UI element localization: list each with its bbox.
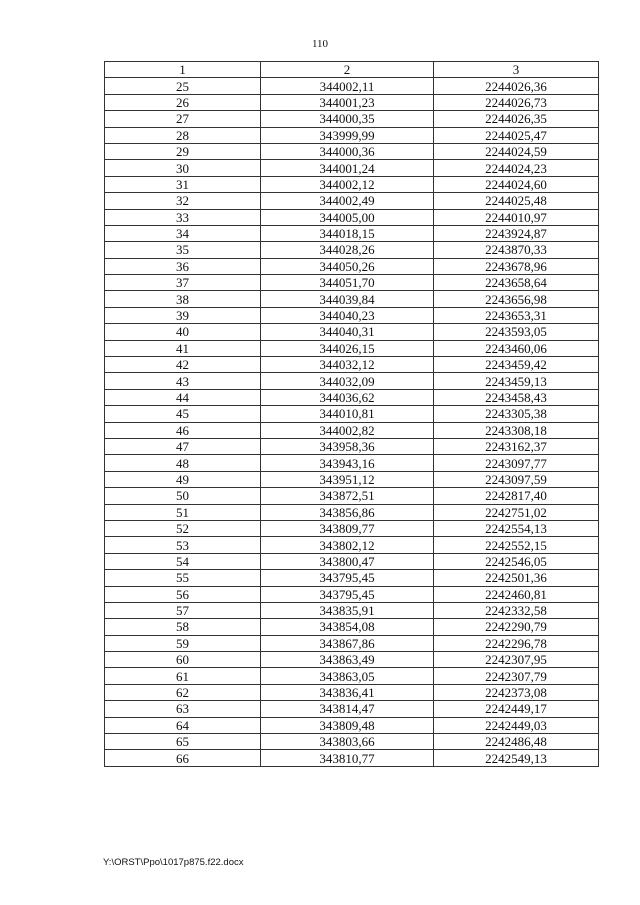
point-number-cell: 40: [105, 324, 261, 340]
table-row: [105, 275, 599, 291]
point-number-cell: 38: [105, 291, 261, 307]
x-coordinate-cell: 344005,00: [261, 209, 434, 225]
point-number-cell: 33: [105, 209, 261, 225]
y-coordinate-cell: 2242449,03: [434, 717, 599, 733]
point-number-cell: 25: [105, 78, 261, 94]
y-coordinate-cell: 2243678,96: [434, 258, 599, 274]
y-coordinate-cell: 2244024,59: [434, 143, 599, 159]
y-coordinate-cell: 2244024,60: [434, 176, 599, 192]
y-coordinate-cell: 2243308,18: [434, 422, 599, 438]
point-number-cell: 30: [105, 160, 261, 176]
table-row: [105, 406, 599, 422]
x-coordinate-cell: 343814,47: [261, 701, 434, 717]
x-coordinate-cell: 344051,70: [261, 275, 434, 291]
table-row: [105, 127, 599, 143]
x-coordinate-cell: 344000,36: [261, 143, 434, 159]
y-coordinate-cell: 2242751,02: [434, 504, 599, 520]
x-coordinate-cell: 344028,26: [261, 242, 434, 258]
y-coordinate-cell: 2242552,15: [434, 537, 599, 553]
x-coordinate-cell: 343810,77: [261, 750, 434, 766]
y-coordinate-cell: 2243653,31: [434, 307, 599, 323]
point-number-cell: 44: [105, 389, 261, 405]
x-coordinate-cell: 344040,23: [261, 307, 434, 323]
coordinates-table-container: [104, 61, 598, 767]
x-coordinate-cell: 344001,23: [261, 94, 434, 110]
point-number-cell: 61: [105, 668, 261, 684]
y-coordinate-cell: 2242296,78: [434, 635, 599, 651]
x-coordinate-cell: 343854,08: [261, 619, 434, 635]
x-coordinate-cell: 344000,35: [261, 111, 434, 127]
table-row: [105, 635, 599, 651]
table-row: [105, 176, 599, 192]
table-row: [105, 225, 599, 241]
point-number-cell: 65: [105, 734, 261, 750]
table-row: [105, 570, 599, 586]
table-row: [105, 701, 599, 717]
y-coordinate-cell: 2242549,13: [434, 750, 599, 766]
point-number-cell: 29: [105, 143, 261, 159]
table-row: [105, 160, 599, 176]
x-coordinate-cell: 344010,81: [261, 406, 434, 422]
table-row: [105, 619, 599, 635]
table-header-cell: 2: [261, 62, 434, 78]
y-coordinate-cell: 2243459,42: [434, 357, 599, 373]
point-number-cell: 42: [105, 357, 261, 373]
y-coordinate-cell: 2244024,23: [434, 160, 599, 176]
point-number-cell: 26: [105, 94, 261, 110]
x-coordinate-cell: 343809,77: [261, 520, 434, 536]
table-row: [105, 734, 599, 750]
point-number-cell: 41: [105, 340, 261, 356]
x-coordinate-cell: 343800,47: [261, 553, 434, 569]
y-coordinate-cell: 2244026,35: [434, 111, 599, 127]
point-number-cell: 34: [105, 225, 261, 241]
table-row: [105, 652, 599, 668]
x-coordinate-cell: 343958,36: [261, 438, 434, 454]
x-coordinate-cell: 343867,86: [261, 635, 434, 651]
x-coordinate-cell: 344001,24: [261, 160, 434, 176]
y-coordinate-cell: 2243458,43: [434, 389, 599, 405]
point-number-cell: 27: [105, 111, 261, 127]
point-number-cell: 56: [105, 586, 261, 602]
table-row: [105, 389, 599, 405]
table-row: [105, 307, 599, 323]
table-row: [105, 242, 599, 258]
table-row: [105, 111, 599, 127]
table-row: [105, 209, 599, 225]
y-coordinate-cell: 2242554,13: [434, 520, 599, 536]
point-number-cell: 66: [105, 750, 261, 766]
y-coordinate-cell: 2242817,40: [434, 488, 599, 504]
y-coordinate-cell: 2242546,05: [434, 553, 599, 569]
table-header-cell: 3: [434, 62, 599, 78]
point-number-cell: 55: [105, 570, 261, 586]
table-row: [105, 471, 599, 487]
table-row: [105, 684, 599, 700]
table-row: [105, 193, 599, 209]
point-number-cell: 51: [105, 504, 261, 520]
table-row: [105, 324, 599, 340]
point-number-cell: 57: [105, 602, 261, 618]
x-coordinate-cell: 344002,12: [261, 176, 434, 192]
table-row: [105, 488, 599, 504]
point-number-cell: 59: [105, 635, 261, 651]
point-number-cell: 60: [105, 652, 261, 668]
x-coordinate-cell: 344040,31: [261, 324, 434, 340]
table-row: [105, 717, 599, 733]
point-number-cell: 62: [105, 684, 261, 700]
y-coordinate-cell: 2244026,73: [434, 94, 599, 110]
y-coordinate-cell: 2243097,77: [434, 455, 599, 471]
x-coordinate-cell: 343863,49: [261, 652, 434, 668]
coordinates-table-body: [105, 62, 599, 767]
table-row: [105, 422, 599, 438]
point-number-cell: 53: [105, 537, 261, 553]
x-coordinate-cell: 343795,45: [261, 586, 434, 602]
x-coordinate-cell: 343951,12: [261, 471, 434, 487]
x-coordinate-cell: 343795,45: [261, 570, 434, 586]
point-number-cell: 50: [105, 488, 261, 504]
point-number-cell: 35: [105, 242, 261, 258]
y-coordinate-cell: 2243658,64: [434, 275, 599, 291]
x-coordinate-cell: 343863,05: [261, 668, 434, 684]
table-row: [105, 504, 599, 520]
x-coordinate-cell: 344032,12: [261, 357, 434, 373]
table-row: [105, 373, 599, 389]
table-row: [105, 750, 599, 766]
y-coordinate-cell: 2243305,38: [434, 406, 599, 422]
point-number-cell: 48: [105, 455, 261, 471]
x-coordinate-cell: 343802,12: [261, 537, 434, 553]
y-coordinate-cell: 2242449,17: [434, 701, 599, 717]
y-coordinate-cell: 2242290,79: [434, 619, 599, 635]
table-row: [105, 438, 599, 454]
y-coordinate-cell: 2243460,06: [434, 340, 599, 356]
y-coordinate-cell: 2243924,87: [434, 225, 599, 241]
table-row: [105, 586, 599, 602]
x-coordinate-cell: 344002,82: [261, 422, 434, 438]
x-coordinate-cell: 343999,99: [261, 127, 434, 143]
table-row: [105, 553, 599, 569]
table-row: [105, 143, 599, 159]
x-coordinate-cell: 343872,51: [261, 488, 434, 504]
y-coordinate-cell: 2244025,48: [434, 193, 599, 209]
y-coordinate-cell: 2243870,33: [434, 242, 599, 258]
y-coordinate-cell: 2244025,47: [434, 127, 599, 143]
point-number-cell: 32: [105, 193, 261, 209]
y-coordinate-cell: 2242332,58: [434, 602, 599, 618]
point-number-cell: 54: [105, 553, 261, 569]
y-coordinate-cell: 2243162,37: [434, 438, 599, 454]
y-coordinate-cell: 2242307,79: [434, 668, 599, 684]
table-row: [105, 291, 599, 307]
table-row: [105, 78, 599, 94]
point-number-cell: 43: [105, 373, 261, 389]
coordinates-table: [104, 61, 599, 767]
y-coordinate-cell: 2243097,59: [434, 471, 599, 487]
y-coordinate-cell: 2243593,05: [434, 324, 599, 340]
table-row: [105, 520, 599, 536]
table-row: [105, 602, 599, 618]
point-number-cell: 36: [105, 258, 261, 274]
x-coordinate-cell: 344026,15: [261, 340, 434, 356]
y-coordinate-cell: 2243459,13: [434, 373, 599, 389]
table-header-cell: 1: [105, 62, 261, 78]
y-coordinate-cell: 2244026,36: [434, 78, 599, 94]
x-coordinate-cell: 343809,48: [261, 717, 434, 733]
point-number-cell: 63: [105, 701, 261, 717]
page-number: 110: [311, 38, 329, 50]
y-coordinate-cell: 2242460,81: [434, 586, 599, 602]
x-coordinate-cell: 344036,62: [261, 389, 434, 405]
y-coordinate-cell: 2242373,08: [434, 684, 599, 700]
y-coordinate-cell: 2242486,48: [434, 734, 599, 750]
x-coordinate-cell: 344039,84: [261, 291, 434, 307]
y-coordinate-cell: 2244010,97: [434, 209, 599, 225]
table-row: [105, 94, 599, 110]
point-number-cell: 46: [105, 422, 261, 438]
x-coordinate-cell: 344050,26: [261, 258, 434, 274]
table-row: [105, 537, 599, 553]
x-coordinate-cell: 344002,49: [261, 193, 434, 209]
x-coordinate-cell: 343803,66: [261, 734, 434, 750]
x-coordinate-cell: 343836,41: [261, 684, 434, 700]
x-coordinate-cell: 343943,16: [261, 455, 434, 471]
point-number-cell: 39: [105, 307, 261, 323]
table-row: [105, 357, 599, 373]
point-number-cell: 47: [105, 438, 261, 454]
y-coordinate-cell: 2242307,95: [434, 652, 599, 668]
table-row: [105, 258, 599, 274]
x-coordinate-cell: 344018,15: [261, 225, 434, 241]
x-coordinate-cell: 344032,09: [261, 373, 434, 389]
point-number-cell: 45: [105, 406, 261, 422]
x-coordinate-cell: 343835,91: [261, 602, 434, 618]
table-header-row: [105, 62, 599, 78]
table-row: [105, 668, 599, 684]
x-coordinate-cell: 343856,86: [261, 504, 434, 520]
table-row: [105, 340, 599, 356]
x-coordinate-cell: 344002,11: [261, 78, 434, 94]
table-row: [105, 455, 599, 471]
point-number-cell: 37: [105, 275, 261, 291]
point-number-cell: 28: [105, 127, 261, 143]
y-coordinate-cell: 2243656,98: [434, 291, 599, 307]
point-number-cell: 64: [105, 717, 261, 733]
point-number-cell: 52: [105, 520, 261, 536]
point-number-cell: 49: [105, 471, 261, 487]
point-number-cell: 31: [105, 176, 261, 192]
document-path-footer: Y:\ORST\Ppo\1017p875.f22.docx: [103, 857, 244, 868]
y-coordinate-cell: 2242501,36: [434, 570, 599, 586]
point-number-cell: 58: [105, 619, 261, 635]
